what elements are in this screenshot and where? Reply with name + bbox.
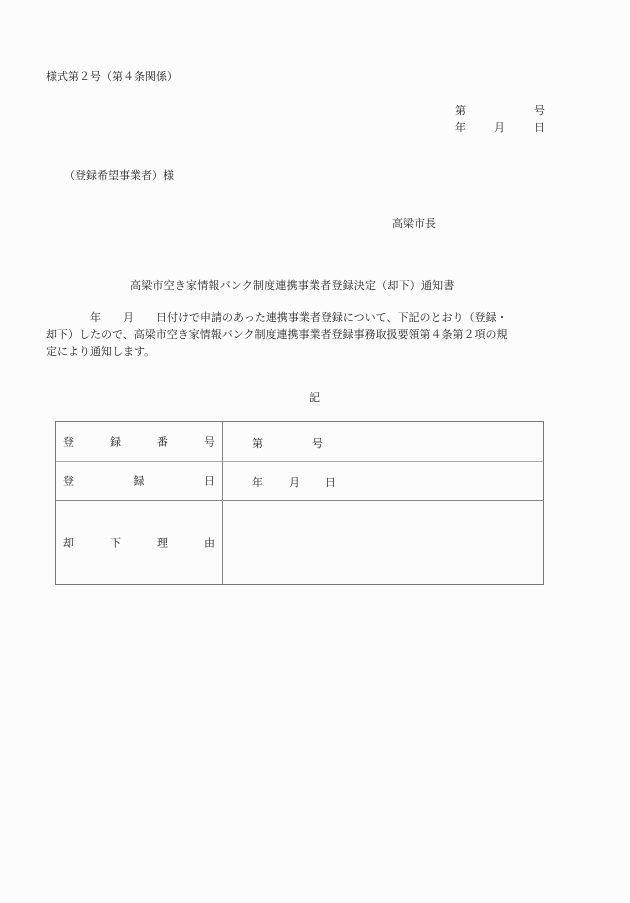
table-row-registration-number: [56, 422, 543, 462]
reference-date: [455, 122, 545, 135]
registration-month: 月: [289, 476, 300, 489]
reference-number-prefix: 第: [455, 104, 466, 117]
document-title: 高梁市空き家情報バンク制度連携事業者登録決定（却下）通知書: [130, 279, 455, 292]
label-registration-number: [63, 436, 215, 447]
table-row-registration-date: [56, 462, 543, 501]
registration-year: 年: [252, 476, 263, 489]
label-char: 登: [63, 435, 74, 448]
form-number: 様式第２号（第４条関係）: [46, 70, 178, 83]
body-text-line: 定により通知します。: [46, 345, 156, 358]
reference-number: [455, 105, 545, 118]
record-table: [55, 421, 544, 585]
label-char: 日: [204, 474, 215, 488]
label-registration-date: [63, 476, 215, 487]
body-text-line: 却下）したので、高梁市空き家情報バンク制度連携事業者登録事務取扱要領第４条第２項の規: [46, 328, 508, 341]
reference-year: 年: [455, 121, 466, 134]
registration-day: 日: [325, 476, 336, 489]
table-row-rejection-reason: [56, 501, 543, 584]
ki-heading: 記: [309, 391, 320, 404]
label-rejection-reason: [63, 537, 215, 548]
reference-month: 月: [494, 121, 505, 134]
addressee: （登録希望事業者）様: [64, 169, 174, 182]
registration-number-prefix: 第: [252, 436, 263, 450]
issuer: 高梁市長: [392, 217, 436, 230]
label-char: 登: [63, 474, 74, 488]
registration-number-suffix: 号: [312, 436, 323, 450]
reference-number-suffix: 号: [534, 104, 545, 117]
label-char: 理: [157, 536, 168, 549]
body-text-line: 年 月 日付けで申請のあった連携事業者登録について、下記のとおり（登録・: [46, 311, 508, 324]
column-divider: [222, 422, 223, 584]
label-char: 却: [63, 536, 74, 549]
reference-day: 日: [534, 121, 545, 134]
label-char: 録: [110, 435, 121, 448]
label-char: 号: [204, 435, 215, 448]
label-char: 下: [110, 536, 121, 549]
label-char: 由: [204, 536, 215, 549]
label-char: 録: [133, 474, 145, 488]
label-char: 番: [157, 435, 168, 448]
